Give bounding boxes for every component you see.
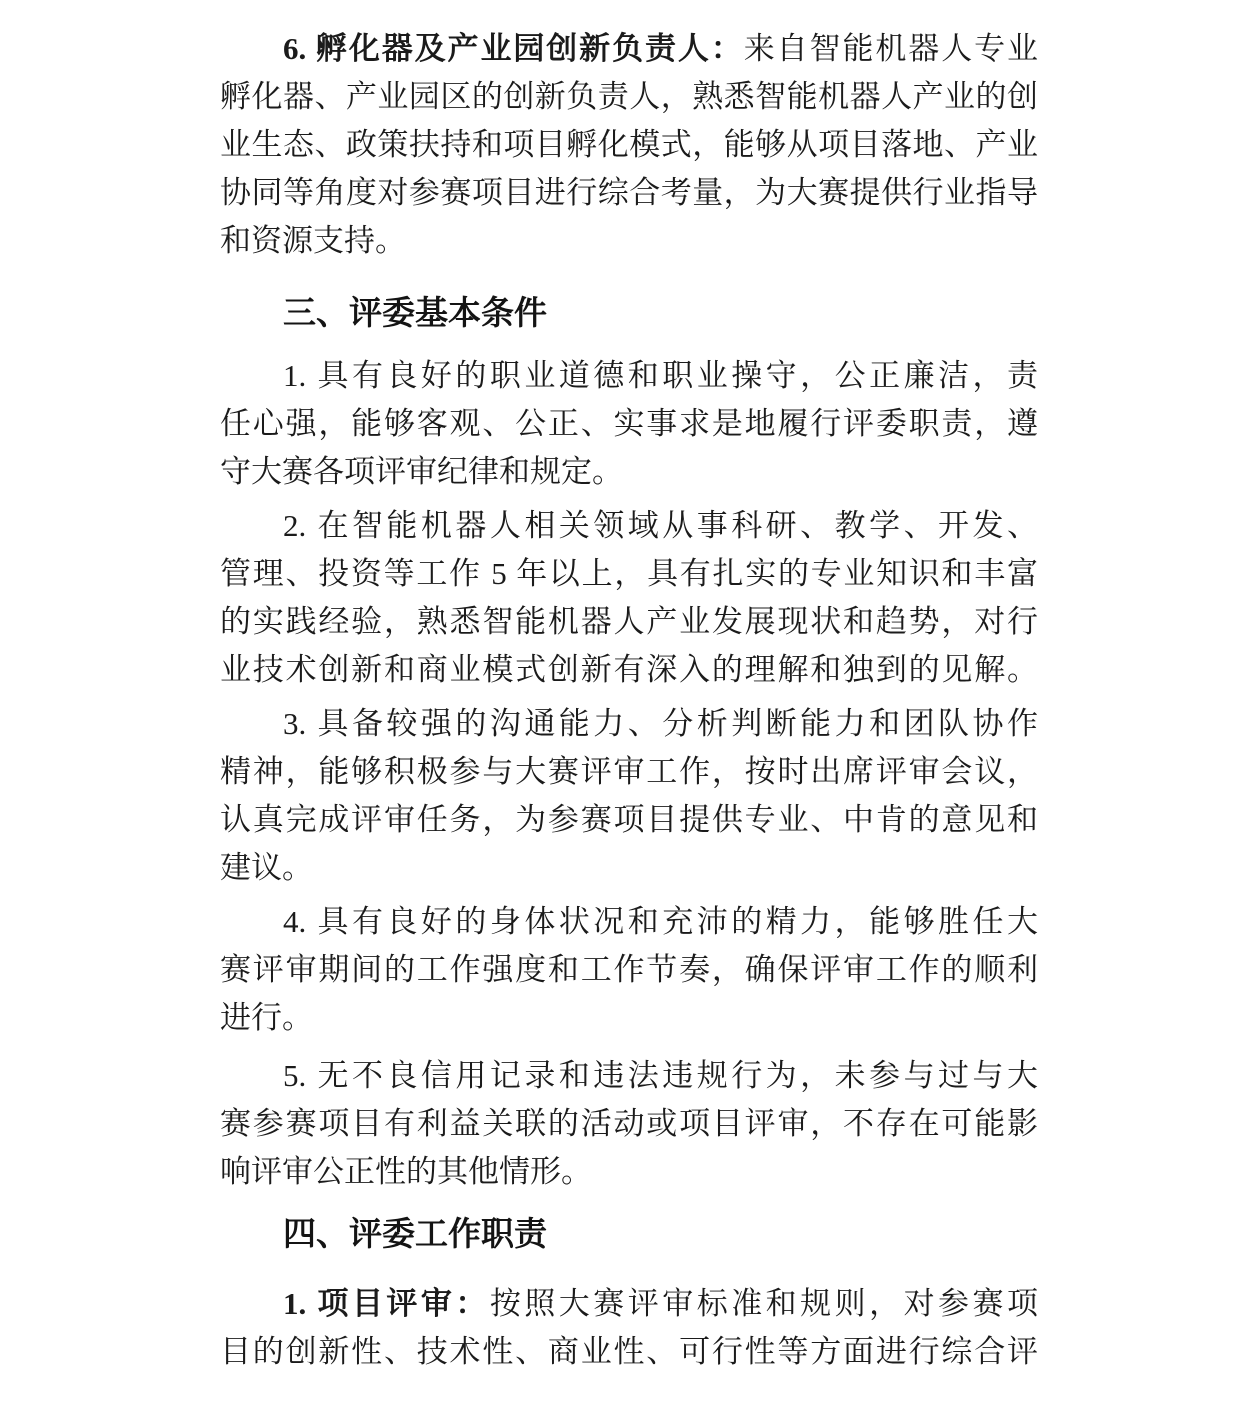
text-line: 赛评审期间的工作强度和工作节奏，确保评审工作的顺利 [220, 952, 1038, 987]
text-line: 4. 具有良好的身体状况和充沛的精力，能够胜任大 [283, 904, 1038, 939]
text-line: 协同等角度对参赛项目进行综合考量，为大赛提供行业指导 [220, 175, 1038, 210]
text-line: 建议。 [220, 850, 313, 885]
text-line: 任心强，能够客观、公正、实事求是地履行评委职责，遵 [220, 406, 1038, 441]
text-line: 业技术创新和商业模式创新有深入的理解和独到的见解。 [220, 652, 1038, 687]
paragraph-condition-3 [220, 700, 1038, 892]
text-line: 3. 具备较强的沟通能力、分析判断能力和团队协作 [283, 706, 1038, 741]
text-line: 进行。 [220, 1000, 313, 1035]
paragraph-condition-2 [220, 502, 1038, 694]
text-line: 和资源支持。 [220, 223, 406, 258]
text-run: 来自智能机器人专业 [743, 31, 1039, 66]
section-heading-judge-duties: 四、评委工作职责 [283, 1215, 547, 1252]
text-line: 5. 无不良信用记录和违法违规行为，未参与过与大 [283, 1058, 1038, 1093]
text-line: 1. 具有良好的职业道德和职业操守，公正廉洁，责 [283, 358, 1038, 393]
text-line: 精神，能够积极参与大赛评审工作，按时出席评审会议， [220, 754, 1038, 789]
text-run: 按照大赛评审标准和规则，对参赛项 [489, 1286, 1039, 1321]
paragraph-duty-1 [220, 1280, 1038, 1376]
text-line: 守大赛各项评审纪律和规定。 [220, 454, 623, 489]
text-line: 认真完成评审任务，为参赛项目提供专业、中肯的意见和 [220, 802, 1038, 837]
text-line: 响评审公正性的其他情形。 [220, 1154, 592, 1189]
paragraph-condition-1 [220, 352, 1038, 496]
text-line [220, 25, 1038, 73]
paragraph-incubator-leaders [220, 25, 1038, 265]
section-heading-judge-basic-conditions: 三、评委基本条件 [283, 294, 547, 331]
text-line: 2. 在智能机器人相关领域从事科研、教学、开发、 [283, 508, 1038, 543]
paragraph-condition-5 [220, 1052, 1038, 1196]
text-line: 目的创新性、技术性、商业性、可行性等方面进行综合评 [220, 1334, 1038, 1369]
text-line: 管理、投资等工作 5 年以上，具有扎实的专业知识和丰富 [220, 556, 1038, 591]
text-line: 赛参赛项目有利益关联的活动或项目评审，不存在可能影 [220, 1106, 1038, 1141]
text-line: 业生态、政策扶持和项目孵化模式，能够从项目落地、产业 [220, 127, 1038, 162]
bold-lead: 6. 孵化器及产业园创新负责人： [283, 31, 744, 66]
text-line [220, 1280, 1038, 1328]
text-line: 孵化器、产业园区的创新负责人，熟悉智能机器人产业的创 [220, 79, 1038, 114]
bold-lead: 1. 项目评审： [283, 1286, 490, 1321]
text-line: 的实践经验，熟悉智能机器人产业发展现状和趋势，对行 [220, 604, 1038, 639]
paragraph-condition-4 [220, 898, 1038, 1042]
